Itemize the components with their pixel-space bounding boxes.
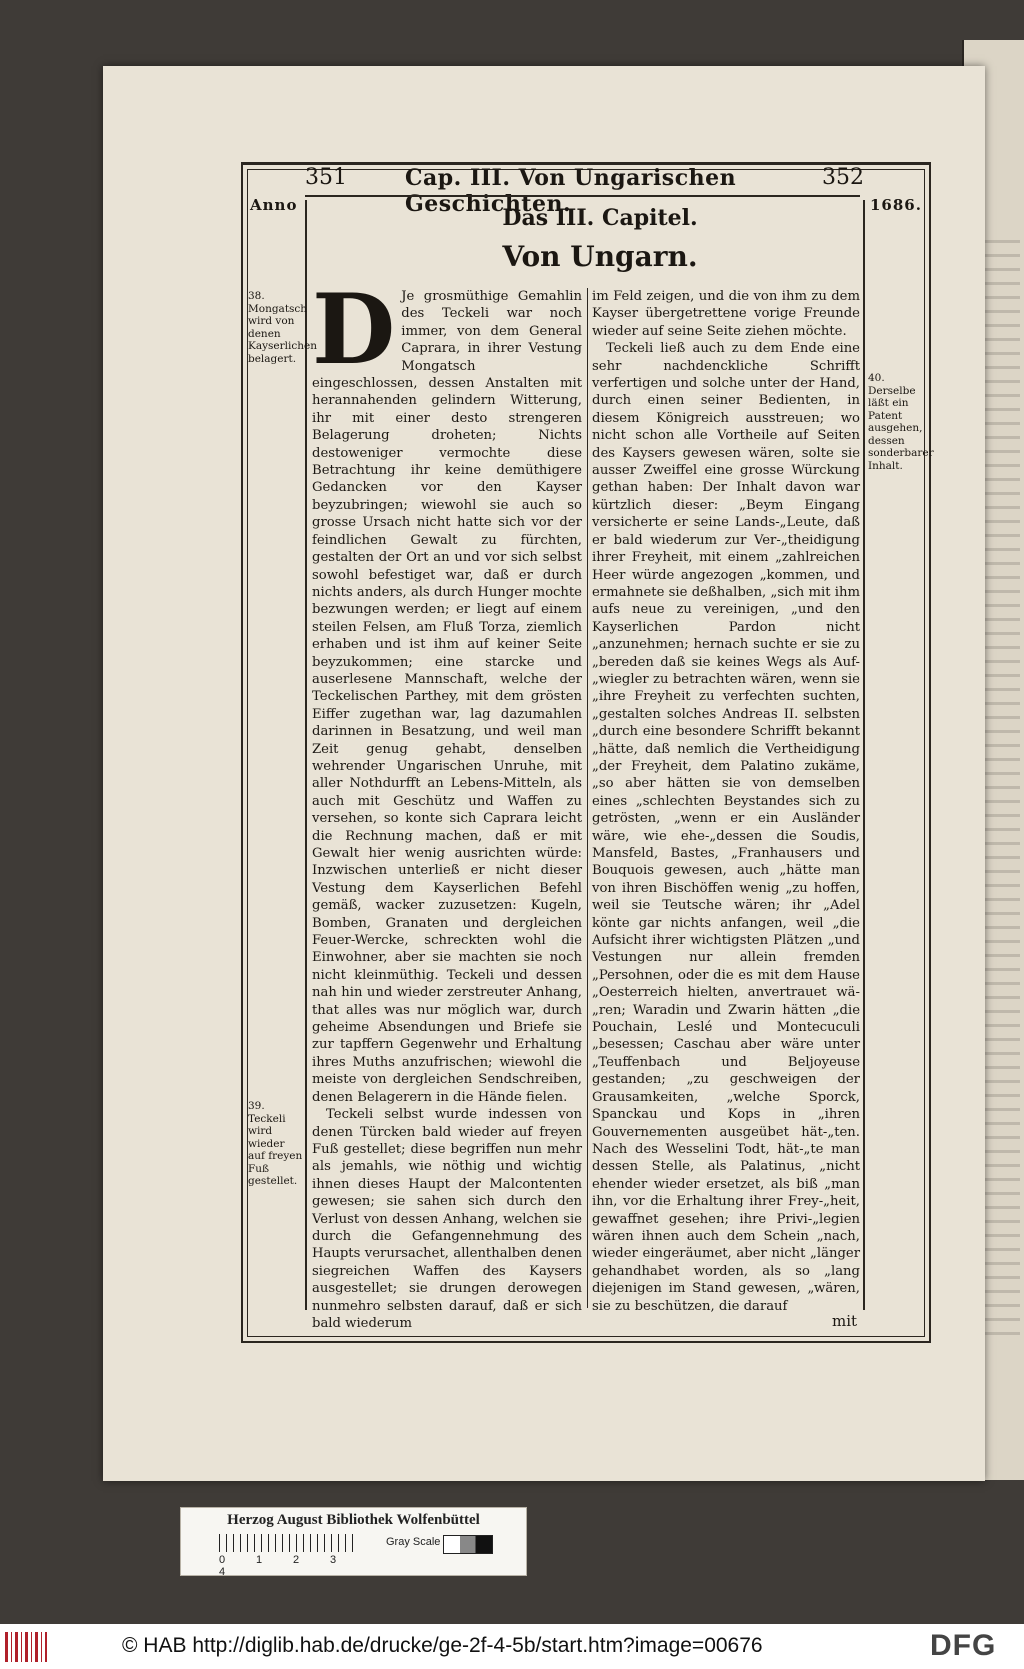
- ruler-number: 4: [219, 1566, 226, 1578]
- margin-note-39: 39. Teckeli wird wieder auf freyen Fuß gestellet.: [248, 1100, 303, 1187]
- library-color-target: [180, 1507, 527, 1576]
- ruler-number: 2: [293, 1554, 300, 1566]
- source-url-link[interactable]: © HAB http://diglib.hab.de/drucke/ge-2f-4-5b/start.htm?image=00676: [122, 1634, 763, 1657]
- ruler-number: 0: [219, 1554, 226, 1566]
- paragraph: Teckeli ließ auch zu dem Ende eine sehr nachdenckliche Schrifft verfertigen und solche unter der Hand, durch einen seiner Bedienten, in diesem Königreich ausstreuen; wo nicht schon alle Vortheile auf Seiten des Kaysers gewesen wären, solte sie ausser Zweiffel eine grosse Würckung gethan haben: Der Inhalt davon war kürtzlich dieser: „Beym Eingang versicherte er seine Lands-„Leute, daß er bald wiederum zur Ver-„theidigung ihrer Freyheit, mit einem „zahlreichen Heer würde angezogen „kommen, und ermahnete sie deßhalben, „sich mit ihm aufs neue zu vereinigen, „und den Kayserlichen Pardon nicht „anzunehmen; hernach suchte er sie zu „bereden daß sie keines Wegs als Auf-„wiegler zu betrachten wären, wenn sie „ihre Freyheit zu verfechten suchten, „gestalten solches Andreas II. selbsten „durch eine besondere Schrifft bekannt „hätte, daß nemlich die Vertheidigung „der Freyheit, dem Palatino zukäme, „so aber hätten sie von demselben eines „schlechten Beystandes sich zu getrösten, „wenn er ein Ausländer wäre, wie ehe-„dessen die Soudis, Mansfeld, Bastes, „Franhausers und Bouquois gewesen, auch „hätte man von ihren Bischöffen wenig „zu hoffen, weil sie Teutsche wären; ihr „Adel könte gar nichts anfangen, weil „die Aufsicht ihrer wichtigsten Plätzen „und Vestungen nur allein fremden „Persohnen, oder die es mit dem Hause „Oesterreich hielten, anvertrauet wä-„ren; Waradin und Zwarin hätten „die Pouchain, Leslé und Montecuculi „besessen; Caschau aber wäre unter „Teuffenbach und Beljoyeuse gestanden; „zu geschweigen der Grausamkeiten, „welche Sporck, Spanckau und Kops in „ihren Gouvernementen ausgeübet hät-„ten. Nach des Wesselini Todt, hät-„te man dessen Stelle, als Palatinus, „nicht ehender wieder ersetzet, als biß „man ihn, vor die Erhaltung ihrer Frey-„heit, gewaffnet gesehen; ihre Privi-„legien wären ihnen auch dem Schein „nach, wieder eingeräumet, aber nicht „länger gehandhabet worden, als so „lang diejenigen im Stand gewesen, „wären, sie zu beschützen, die darauf: [592, 341, 860, 1314]
- chapter-label: Das III. Capitel.: [502, 205, 698, 231]
- margin-note-40: 40. Derselbe läßt ein Patent ausgehen, dessen sonderbarer Inhalt.: [868, 372, 934, 472]
- grayscale-swatch: [443, 1535, 493, 1554]
- header-rule: [305, 195, 860, 197]
- text-column-right: [592, 288, 860, 1315]
- text-column-left: [312, 273, 582, 1332]
- library-name: Herzog August Bibliothek Wolfenbüttel: [227, 1512, 480, 1528]
- right-margin-rule: [863, 200, 865, 1310]
- left-margin-rule: [305, 200, 307, 1310]
- page-number-right: 352: [822, 165, 864, 190]
- grayscale-label: Gray Scale: [386, 1536, 441, 1548]
- paragraph: Teckeli selbst wurde indessen von denen Türcken bald wieder auf freyen Fuß gestellet; diese begriffen nun mehr als jemahls, wie nöthig und wichtig ihnen dieses Haupt der Malcontenten gewesen; sie sahen sich durch den Verlust von dessen Anhang, welchen sie durch die Gefangennehmung des Haupts verursachet, allenthalben denen siegreichen Waffen des Kaysers ausgestellet; sie drungen derowegen nunmehro selbsten darauf, daß er sich bald wiederum: [312, 1107, 582, 1331]
- running-title: Cap. III. Von Ungarischen Geschichten.: [405, 165, 737, 217]
- ruler-numbers: [219, 1554, 369, 1578]
- margin-year-value: 1686.: [870, 196, 922, 214]
- dfg-logo: DFG: [930, 1629, 997, 1662]
- chapter-title: Von Ungarn.: [502, 240, 698, 273]
- viewer-footer: [0, 1624, 1024, 1669]
- page-number-left: 351: [305, 165, 347, 190]
- hab-logo-icon: [5, 1632, 47, 1662]
- ruler-number: 1: [256, 1554, 263, 1566]
- drop-capital: D: [312, 273, 396, 386]
- paragraph: im Feld zeigen, und die von ihm zu dem Kayser übergetrettene vorige Freunde wieder auf seine Seite ziehen möchte.: [592, 289, 860, 339]
- ruler-number: 3: [330, 1554, 337, 1566]
- column-rule: [587, 288, 588, 1308]
- paragraph: Je grosmüthige Gemahlin des Teckeli war noch immer, von dem General Caprara, in ihrer Vestung Mongatsch eingeschlossen, dessen Anstalten mit herannahenden gelindern Witterung, ihr mit einer desto strengeren Belagerung droheten; Nichts destoweniger vermochte diese Betrachtung ihr keine demüthigere Gedancken vor den Kayser beyzubringen; wiewohl sie auch so grosse Ursach nicht hatte sich vor der feindlichen Gewalt zu fürchten, gestalten der Ort an und vor sich selbst sowohl befestiget war, daß er durch nichts anders, als durch Hunger mochte bezwungen werden; er liegt auf einem steilen Felsen, am Fluß Torza, ziemlich erhaben und ist ihm auf keiner Seite beyzukommen; eine starcke und auserlesene Mannschaft, welche der Teckelischen Parthey, mit dem grösten Eiffer zugethan war, lag dazumahlen darinnen in Besatzung, und weil man Zeit genug gehabt, denselben wehrender Ungarischen Unruhe, mit aller Nothdurfft an Lebens-Mitteln, als auch mit Geschütz und Waffen zu versehen, so konte sich Caprara leicht die Rechnung machen, daß er mit Gewalt hier wenig ausrichten würde: Inzwischen unterließ er nicht dieser Vestung dem Kayserlichen Befehl gemäß, wacker zuzusetzen: Kugeln, Bomben, Granaten und dergleichen Feuer-Wercke, schreckten wohl die Einwohner, aber sie machten sie noch nicht kleinmüthig. Teckeli und dessen nah hin und wieder zerstreuter Anhang, that alles was nur möglich war, durch geheime Absendungen und Briefe sie zur tapffern Gegenwehr und Erhaltung ihres Muths anzufrischen; wiewohl die meiste von dergleichen Sendschreiben, denen Belagerern in die Hände fielen.: [312, 289, 582, 1105]
- margin-note-38: 38. Mongatsch wird von denen Kayserlichen belagert.: [248, 290, 317, 365]
- scale-ruler: [219, 1534, 359, 1552]
- catchword: mit: [832, 1312, 858, 1330]
- margin-year-label: Anno: [250, 196, 298, 214]
